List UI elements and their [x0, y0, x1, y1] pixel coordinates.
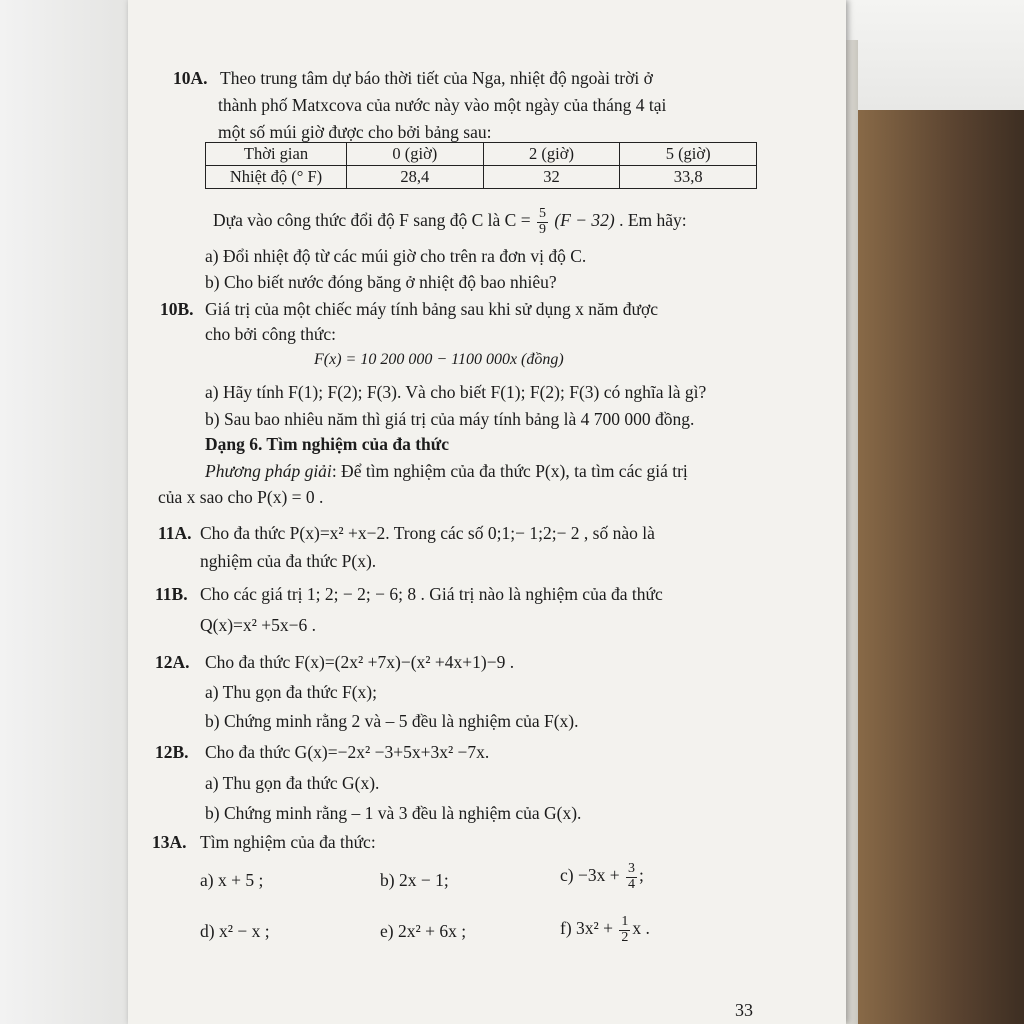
problem-12b-part-b: b) Chứng minh rằng – 1 và 3 đều là nghiệm của G(x).: [205, 803, 582, 823]
problem-11b-line2: Q(x)=x² +5x−6 .: [200, 615, 317, 635]
background-desk: [854, 0, 1024, 1024]
table-row: [206, 166, 757, 189]
formula-rhs: (F − 32): [554, 210, 615, 231]
table-cell: 0 (giờ): [347, 143, 484, 166]
method-line2: của x sao cho P(x) = 0 .: [158, 487, 324, 507]
problem-10a-line2: thành phố Matxcova của nước này vào một ngày của tháng 4 tại: [218, 95, 667, 115]
table-cell: 2 (giờ): [483, 143, 620, 166]
table-cell: 32: [483, 166, 620, 189]
table-cell: 5 (giờ): [620, 143, 757, 166]
problem-10a-formula-line: [213, 207, 687, 237]
formula-intro: Dựa vào công thức đổi độ F sang độ C là: [213, 210, 501, 231]
problem-11b-label: 11B.: [155, 584, 188, 604]
problem-10b-label: 10B.: [160, 299, 194, 319]
problem-11a-label: 11A.: [158, 523, 192, 543]
formula-lhs: C =: [504, 210, 531, 231]
fraction-f: [619, 915, 630, 945]
problem-13a-a: a) x + 5 ;: [200, 870, 264, 890]
problem-13a-b: b) 2x − 1;: [380, 870, 449, 890]
table-row: [206, 143, 757, 166]
problem-10b-line1: Giá trị của một chiếc máy tính bảng sau khi sử dụng x năm được: [205, 299, 658, 319]
problem-10b-part-b: b) Sau bao nhiêu năm thì giá trị của máy tính bảng là 4 700 000 đồng.: [205, 409, 695, 429]
formula-after: . Em hãy:: [619, 210, 687, 231]
temperature-table: [205, 142, 757, 189]
problem-10b-line2: cho bởi công thức:: [205, 324, 337, 344]
problem-10b-formula: F(x) = 10 200 000 − 1100 000x (đồng): [314, 351, 564, 368]
problem-11b-line1: Cho các giá trị 1; 2; − 2; − 6; 8 . Giá trị nào là nghiệm của đa thức: [200, 584, 663, 604]
problem-12a-part-a: a) Thu gọn đa thức F(x);: [205, 682, 377, 702]
expr-f-post: x .: [632, 918, 650, 939]
problem-13a-c: [560, 862, 644, 892]
problem-12b-line1: Cho đa thức G(x)=−2x² −3+5x+3x² −7x.: [205, 742, 490, 762]
formula-fraction: [537, 207, 548, 237]
page-edge: [846, 40, 858, 1024]
problem-10a-part-b: b) Cho biết nước đóng băng ở nhiệt độ bao nhiêu?: [205, 272, 557, 292]
problem-10a-label: 10A.: [173, 68, 208, 88]
problem-10b-part-a: a) Hãy tính F(1); F(2); F(3). Và cho biết F(1); F(2); F(3) có nghĩa là gì?: [205, 382, 707, 402]
page-number: 33: [735, 1000, 753, 1020]
table-cell: Nhiệt độ (° F): [206, 166, 347, 189]
table-cell: 33,8: [620, 166, 757, 189]
problem-10a-line1: Theo trung tâm dự báo thời tiết của Nga, nhiệt độ ngoài trời ở: [220, 68, 653, 88]
problem-12b-part-a: a) Thu gọn đa thức G(x).: [205, 773, 380, 793]
problem-12a-label: 12A.: [155, 652, 190, 672]
expr-c-post: ;: [638, 865, 644, 886]
table-cell: 28,4: [347, 166, 484, 189]
problem-11a-line1: Cho đa thức P(x)=x² +x−2. Trong các số 0;1;− 1;2;− 2 , số nào là: [200, 523, 655, 543]
method-text: : Để tìm nghiệm của đa thức P(x), ta tìm các giá trị: [331, 461, 688, 481]
fraction-denominator: 9: [538, 221, 546, 237]
method-line1: [205, 463, 688, 481]
fraction-numerator: 5: [538, 206, 546, 221]
expr-f-pre: f) 3x² +: [560, 918, 614, 939]
method-label: Phương pháp giải: [205, 461, 332, 481]
background-left: [0, 0, 135, 1024]
expr-c-pre: c) −3x +: [560, 865, 620, 886]
problem-13a-label: 13A.: [152, 832, 187, 852]
problem-13a-f: [560, 915, 650, 945]
fraction-denominator: 2: [621, 929, 629, 945]
problem-13a-d: d) x² − x ;: [200, 921, 270, 941]
problem-10a-part-a: a) Đổi nhiệt độ từ các múi giờ cho trên ra đơn vị độ C.: [205, 246, 587, 266]
problem-13a-line1: Tìm nghiệm của đa thức:: [200, 832, 376, 852]
section-title: Dạng 6. Tìm nghiệm của đa thức: [205, 434, 450, 454]
fraction-denominator: 4: [627, 876, 635, 892]
problem-12b-label: 12B.: [155, 742, 189, 762]
fraction-numerator: 1: [621, 914, 629, 929]
fraction-numerator: 3: [627, 861, 635, 876]
problem-10a-line3: một số múi giờ được cho bởi bảng sau:: [218, 122, 492, 142]
problem-11a-line2: nghiệm của đa thức P(x).: [200, 551, 377, 571]
problem-13a-e: e) 2x² + 6x ;: [380, 921, 467, 941]
problem-12a-line1: Cho đa thức F(x)=(2x² +7x)−(x² +4x+1)−9 .: [205, 652, 515, 672]
table-cell: Thời gian: [206, 143, 347, 166]
fraction-c: [626, 862, 637, 892]
problem-12a-part-b: b) Chứng minh rằng 2 và – 5 đều là nghiệm của F(x).: [205, 711, 579, 731]
